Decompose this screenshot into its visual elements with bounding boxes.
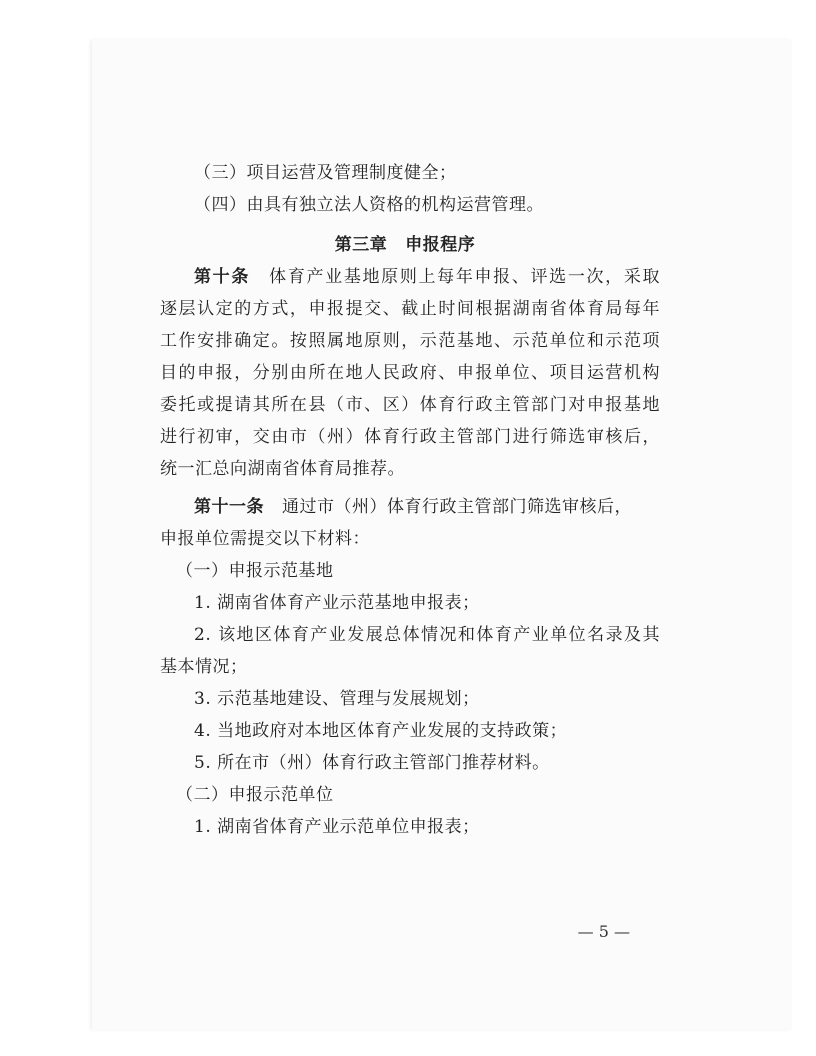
section-1-item-4: 4. 当地政府对本地区体育产业发展的支持政策； xyxy=(194,721,568,741)
article-10-label: 第十条 xyxy=(194,267,250,287)
article-11-line-2: 申报单位需提交以下材料： xyxy=(160,529,370,549)
page-number: — 5 — xyxy=(577,922,630,941)
clause-3: （三）项目运营及管理制度健全； xyxy=(194,163,457,183)
article-10-line-4: 目的申报，分别由所在地人民政府、申报单位、项目运营机构 xyxy=(160,363,660,383)
article-10-line-6: 进行初审，交由市（州）体育行政主管部门进行筛选审核后， xyxy=(160,427,660,447)
chapter-title: 申报程序 xyxy=(405,235,476,255)
section-1-item-2: 2. 该地区体育产业发展总体情况和体育产业单位名录及其 xyxy=(194,625,660,645)
section-2-heading: （二）申报示范单位 xyxy=(176,785,334,805)
article-11-text: 通过市（州）体育行政主管部门筛选审核后， xyxy=(282,497,632,517)
clause-4: （四）由具有独立法人资格的机构运营管理。 xyxy=(194,195,544,215)
document-body xyxy=(160,157,660,843)
section-1-item-5: 5. 所在市（州）体育行政主管部门推荐材料。 xyxy=(194,753,550,773)
article-10-line-5: 委托或提请其所在县（市、区）体育行政主管部门对申报基地 xyxy=(160,395,660,415)
article-10-line-2: 逐层认定的方式，申报提交、截止时间根据湖南省体育局每年 xyxy=(160,299,660,319)
section-1-heading: （一）申报示范基地 xyxy=(176,561,334,581)
article-10-line-3: 工作安排确定。按照属地原则，示范基地、示范单位和示范项 xyxy=(160,331,660,351)
chapter-heading xyxy=(160,229,660,261)
article-10-text: 体育产业基地原则上每年申报、评选一次，采取 xyxy=(268,267,660,287)
article-11-label: 第十一条 xyxy=(194,497,264,517)
article-10-line-7: 统一汇总向湖南省体育局推荐。 xyxy=(160,459,405,479)
article-10-line-1 xyxy=(160,261,660,293)
section-1-item-1: 1. 湖南省体育产业示范基地申报表； xyxy=(194,593,480,613)
section-1-item-3: 3. 示范基地建设、管理与发展规划； xyxy=(194,689,480,709)
section-2-item-1: 1. 湖南省体育产业示范单位申报表； xyxy=(194,817,480,837)
section-1-item-2-cont: 基本情况； xyxy=(160,657,248,677)
article-11-line-1 xyxy=(160,491,660,523)
chapter-number: 第三章 xyxy=(334,235,388,255)
